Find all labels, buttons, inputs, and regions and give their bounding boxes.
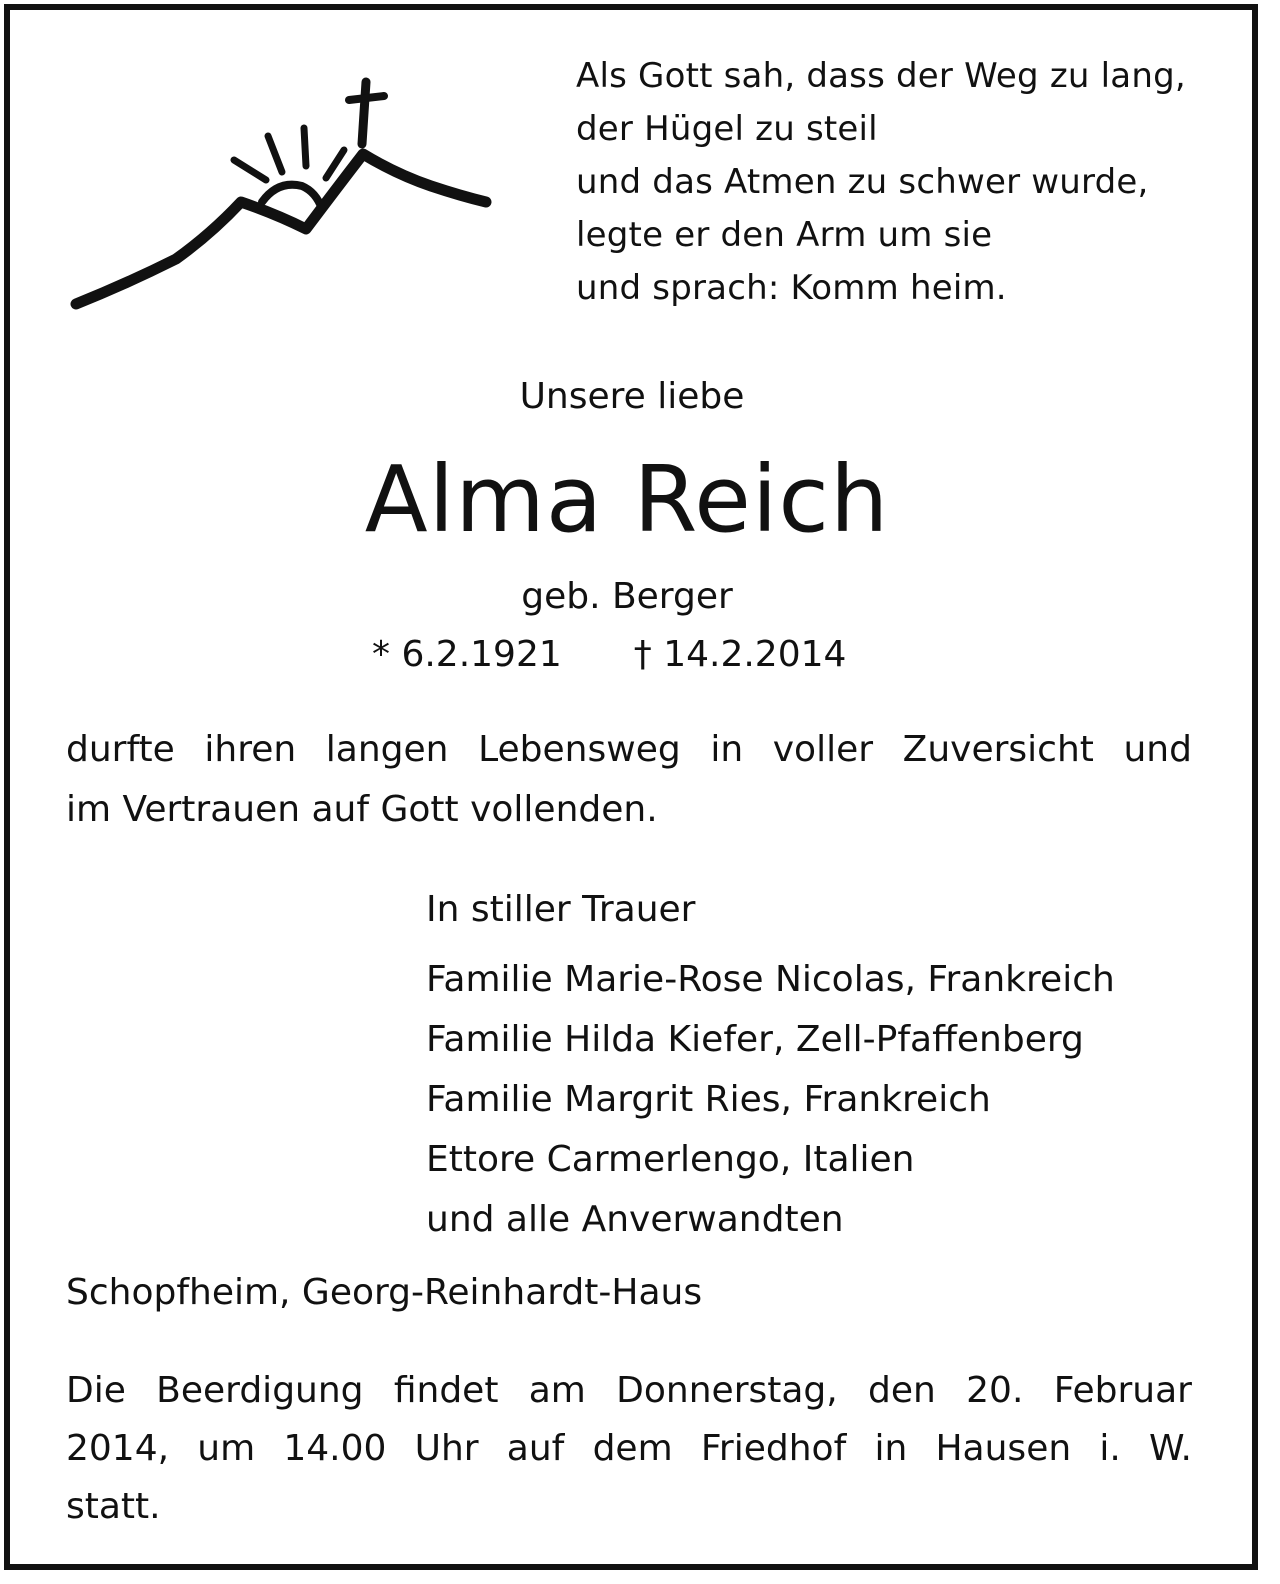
- word: langen: [325, 729, 449, 770]
- funeral-line: statt.: [66, 1486, 161, 1527]
- funeral-line: [66, 1362, 1192, 1420]
- word: findet: [393, 1370, 499, 1411]
- mourner-entry: und alle Anverwandten: [426, 1199, 844, 1240]
- funeral-line: [66, 1420, 1192, 1478]
- deceased-name: Alma Reich: [364, 446, 890, 553]
- intro-text: Unsere liebe: [519, 376, 745, 417]
- life-dates: [372, 634, 846, 675]
- word: Donnerstag,: [616, 1370, 838, 1411]
- word: in: [710, 729, 744, 770]
- word: und: [1123, 729, 1192, 770]
- word: W.: [1149, 1428, 1192, 1469]
- word: Zuversicht: [902, 729, 1094, 770]
- death-date: † 14.2.2014: [633, 634, 847, 675]
- poem-line: der Hügel zu steil: [576, 109, 878, 149]
- poem-line: legte er den Arm um sie: [576, 215, 993, 255]
- mourner-entry: Familie Hilda Kiefer, Zell-Pfaffenberg: [426, 1019, 1084, 1060]
- word: 14.00: [283, 1428, 387, 1469]
- mourners-list: [426, 880, 1115, 1250]
- word: voller: [772, 729, 874, 770]
- word: durfte: [66, 729, 175, 770]
- word: Hausen: [935, 1428, 1072, 1469]
- message-line: im Vertrauen auf Gott vollenden.: [66, 789, 658, 830]
- word: ihren: [204, 729, 297, 770]
- maiden-name: geb. Berger: [521, 576, 733, 617]
- word: i.: [1099, 1428, 1121, 1469]
- residence-place: Schopfheim, Georg-Reinhardt-Haus: [66, 1272, 703, 1313]
- word: Die: [66, 1370, 126, 1411]
- mourner-entry: Ettore Carmerlengo, Italien: [426, 1139, 915, 1180]
- word: Februar: [1053, 1370, 1192, 1411]
- poem: [576, 50, 1186, 315]
- word: Friedhof: [700, 1428, 847, 1469]
- poem-line: und das Atmen zu schwer wurde,: [576, 162, 1149, 202]
- word: Beerdigung: [156, 1370, 364, 1411]
- birth-date: * 6.2.1921: [372, 634, 562, 675]
- word: am: [528, 1370, 586, 1411]
- word: Lebensweg: [478, 729, 681, 770]
- poem-line: und sprach: Komm heim.: [576, 268, 1007, 308]
- mourner-entry: Familie Margrit Ries, Frankreich: [426, 1079, 991, 1120]
- word: in: [874, 1428, 908, 1469]
- word: um: [197, 1428, 256, 1469]
- word: 2014,: [66, 1428, 170, 1469]
- mourner-entry: Familie Marie-Rose Nicolas, Frankreich: [426, 959, 1115, 1000]
- word: auf: [506, 1428, 565, 1469]
- message-paragraph: [66, 720, 1192, 840]
- mountain-sun-cross-icon: [66, 74, 496, 314]
- word: den: [868, 1370, 936, 1411]
- funeral-notice: [66, 1362, 1192, 1536]
- word: 20.: [966, 1370, 1024, 1411]
- word: Uhr: [414, 1428, 479, 1469]
- mourners-heading: In stiller Trauer: [426, 889, 696, 930]
- poem-line: Als Gott sah, dass der Weg zu lang,: [576, 56, 1186, 96]
- message-line: [66, 720, 1192, 780]
- word: dem: [592, 1428, 673, 1469]
